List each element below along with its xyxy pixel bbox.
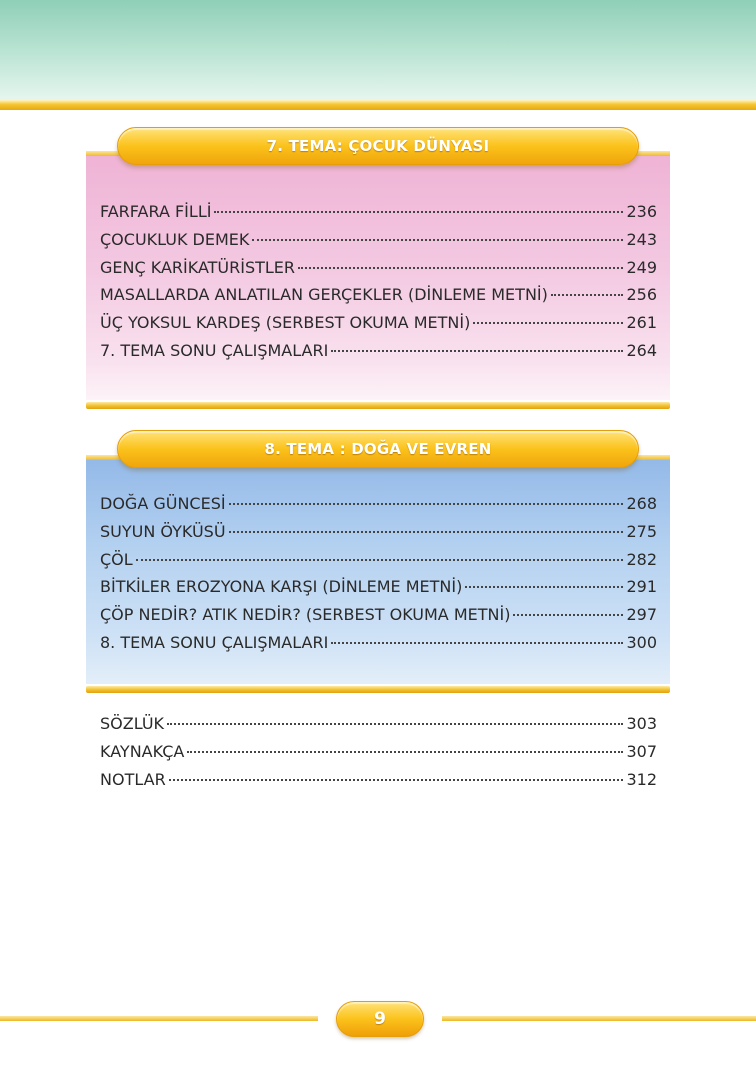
section-8-bottom-rule	[86, 686, 670, 693]
toc-leader-dots	[551, 294, 624, 296]
toc-entry[interactable]	[100, 258, 657, 286]
toc-entry-page: 236	[626, 202, 657, 221]
toc-entry[interactable]	[100, 341, 657, 369]
header-gold-line	[0, 100, 756, 110]
section-7-banner	[117, 127, 639, 165]
section-7-toc	[100, 202, 657, 369]
toc-entry-title: ÇÖL	[100, 549, 133, 569]
section-8-banner	[117, 430, 639, 468]
toc-leader-dots	[298, 267, 623, 269]
toc-entry[interactable]	[100, 494, 657, 522]
toc-entry[interactable]	[100, 230, 657, 258]
toc-entry-page: 243	[626, 229, 657, 249]
toc-entry-page: 307	[626, 741, 657, 761]
toc-leader-dots	[167, 723, 623, 725]
toc-entry[interactable]	[100, 605, 657, 633]
toc-entry-page: 275	[626, 521, 657, 541]
toc-entry-title: ÇÖP NEDİR? ATIK NEDİR? (SERBEST OKUMA METNİ)	[100, 605, 511, 625]
toc-entry-title: 8. TEMA SONU ÇALIŞMALARI	[100, 632, 329, 652]
toc-entry[interactable]	[100, 770, 657, 798]
toc-entry-title: KAYNAKÇA	[100, 741, 185, 761]
toc-leader-dots	[136, 559, 624, 561]
toc-entry[interactable]	[100, 285, 657, 313]
toc-leader-dots	[465, 586, 623, 588]
toc-entry-title: SÖZLÜK	[100, 714, 165, 733]
toc-entry[interactable]	[100, 550, 657, 578]
toc-entry-page: 297	[626, 605, 657, 625]
toc-entry[interactable]	[100, 202, 657, 230]
toc-leader-dots	[187, 751, 623, 753]
section-7-bottom-rule	[86, 402, 670, 409]
toc-entry-title: SUYUN ÖYKÜSÜ	[100, 521, 226, 541]
toc-leader-dots	[229, 503, 624, 505]
toc-entry-page: 264	[626, 340, 657, 360]
toc-leader-dots	[214, 211, 623, 213]
toc-entry-title: GENÇ KARİKATÜRİSTLER	[100, 257, 296, 277]
toc-entry-title: 7. TEMA SONU ÇALIŞMALARI	[100, 340, 329, 360]
section-8-title: 8. TEMA : DOĞA VE EVREN	[264, 440, 492, 458]
toc-entry-title: FARFARA FİLLİ	[100, 202, 212, 221]
toc-leader-dots	[513, 614, 623, 616]
toc-entry-page: 303	[626, 714, 657, 733]
toc-leader-dots	[229, 531, 624, 533]
section-7-title: 7. TEMA: ÇOCUK DÜNYASI	[266, 137, 490, 155]
toc-entry[interactable]	[100, 313, 657, 341]
extras-toc	[100, 714, 657, 797]
toc-entry-page: 312	[626, 769, 657, 789]
toc-entry-title: BİTKİLER EROZYONA KARŞI (DİNLEME METNİ)	[100, 577, 463, 597]
toc-entry-title: MASALLARDA ANLATILAN GERÇEKLER (DİNLEME METNİ)	[100, 285, 548, 305]
toc-entry-page: 291	[626, 577, 657, 597]
toc-leader-dots	[252, 239, 623, 241]
section-8-toc	[100, 494, 657, 661]
toc-entry-page: 261	[626, 313, 657, 333]
toc-entry-title: DOĞA GÜNCESİ	[100, 494, 226, 513]
toc-entry-title: NOTLAR	[100, 769, 166, 789]
toc-entry[interactable]	[100, 522, 657, 550]
toc-entry[interactable]	[100, 577, 657, 605]
toc-leader-dots	[169, 779, 624, 781]
toc-entry-page: 282	[626, 549, 657, 569]
toc-leader-dots	[331, 350, 623, 352]
toc-entry-title: ÜÇ YOKSUL KARDEŞ (SERBEST OKUMA METNİ)	[100, 313, 471, 333]
footer-line-right	[442, 1016, 756, 1021]
toc-entry-page: 249	[626, 257, 657, 277]
toc-entry[interactable]	[100, 742, 657, 770]
toc-entry-title: ÇOCUKLUK DEMEK	[100, 229, 250, 249]
toc-entry[interactable]	[100, 714, 657, 742]
header-band	[0, 0, 756, 100]
toc-leader-dots	[331, 642, 623, 644]
toc-entry-page: 300	[626, 632, 657, 652]
toc-entry[interactable]	[100, 633, 657, 661]
toc-entry-page: 256	[626, 285, 657, 305]
page-number: 9	[336, 1001, 424, 1037]
footer-line-left	[0, 1016, 318, 1021]
toc-entry-page: 268	[626, 494, 657, 513]
toc-leader-dots	[473, 322, 623, 324]
